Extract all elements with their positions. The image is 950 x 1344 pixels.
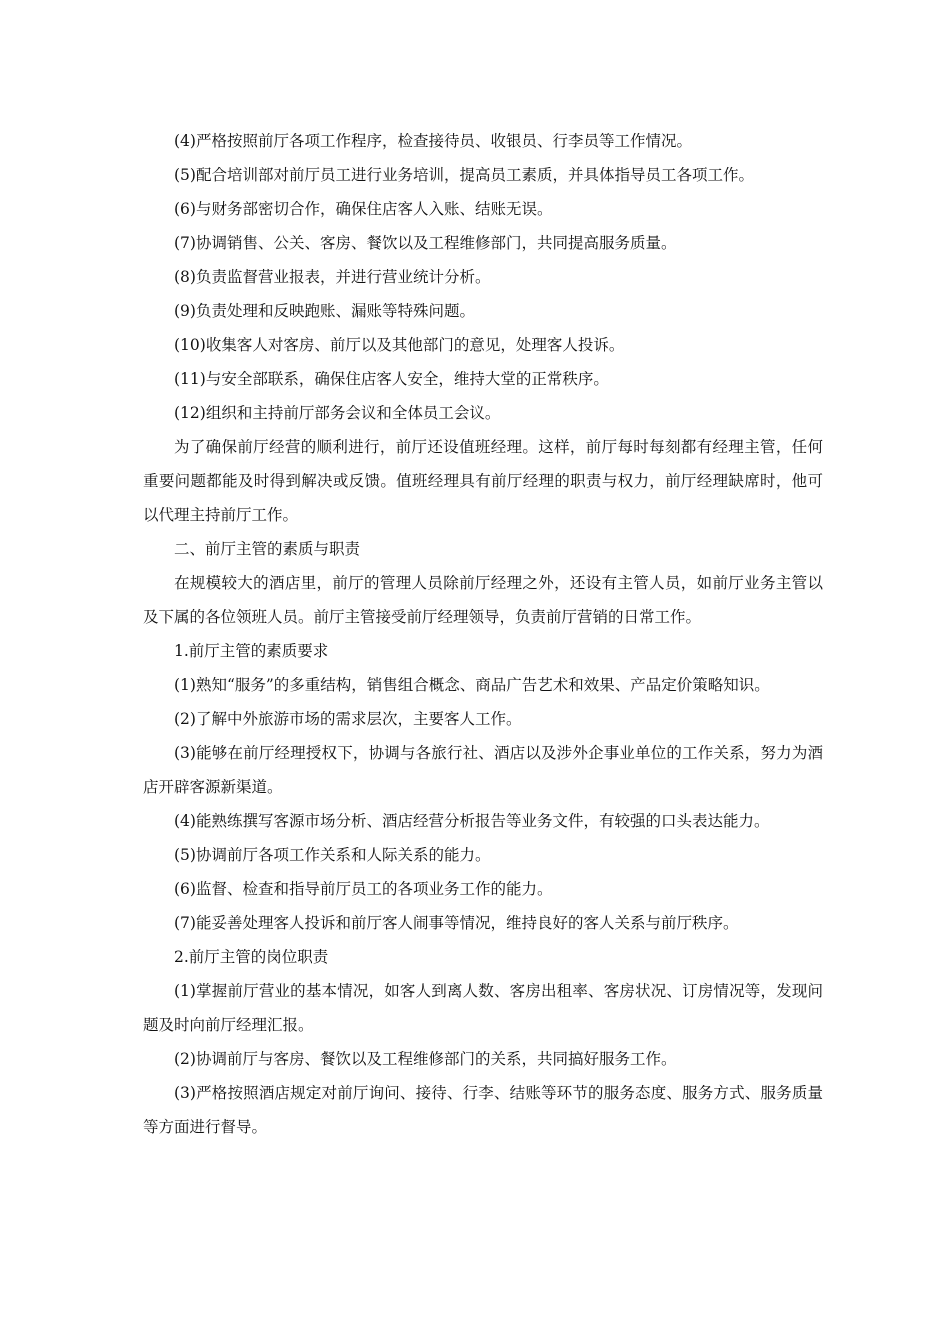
requirement-item-2: (2)了解中外旅游市场的需求层次，主要客人工作。: [174, 710, 522, 728]
paragraph-intro: 在规模较大的酒店里，前厅的管理人员除前厅经理之外，还设有主管人员，如前厅业务主管以及下属的各位领班人员。前厅主管接受前厅经理领导，负责前厅营销的日常工作。: [143, 574, 823, 626]
duty-item-1: (1)掌握前厅营业的基本情况，如客人到离人数、客房出租率、客房状况、订房情况等，发现问题及时向前厅经理汇报。: [143, 982, 823, 1034]
paragraph-item-11: (11)与安全部联系，确保住店客人安全，维持大堂的正常秩序。: [174, 370, 609, 388]
paragraph-item-9: (9)负责处理和反映跑账、漏账等特殊问题。: [174, 302, 475, 320]
subsection-heading-requirements: 1.前厅主管的素质要求: [174, 642, 329, 660]
paragraph-item-10: (10)收集客人对客房、前厅以及其他部门的意见，处理客人投诉。: [174, 336, 625, 354]
paragraph-duty-manager: 为了确保前厅经营的顺利进行，前厅还设值班经理。这样，前厅每时每刻都有经理主管，任何重要问题都能及时得到解决或反馈。值班经理具有前厅经理的职责与权力，前厅经理缺席时，他可以代理主持前厅工作。: [143, 438, 823, 524]
paragraph-item-4: (4)严格按照前厅各项工作程序，检查接待员、收银员、行李员等工作情况。: [174, 132, 692, 150]
duty-item-3: (3)严格按照酒店规定对前厅询问、接待、行李、结账等环节的服务态度、服务方式、服务质量等方面进行督导。: [143, 1084, 823, 1136]
paragraph-item-8: (8)负责监督营业报表，并进行营业统计分析。: [174, 268, 491, 286]
paragraph-item-6: (6)与财务部密切合作，确保住店客人入账、结账无误。: [174, 200, 553, 218]
paragraph-item-7: (7)协调销售、公关、客房、餐饮以及工程维修部门，共同提高服务质量。: [174, 234, 677, 252]
subsection-heading-duties: 2.前厅主管的岗位职责: [174, 948, 329, 966]
requirement-item-7: (7)能妥善处理客人投诉和前厅客人闹事等情况，维持良好的客人关系与前厅秩序。: [174, 914, 739, 932]
requirement-item-5: (5)协调前厅各项工作关系和人际关系的能力。: [174, 846, 491, 864]
paragraph-item-12: (12)组织和主持前厅部务会议和全体员工会议。: [174, 404, 501, 422]
requirement-item-3: (3)能够在前厅经理授权下，协调与各旅行社、酒店以及涉外企事业单位的工作关系，努力为酒店开辟客源新渠道。: [143, 744, 823, 796]
section-heading: 二、前厅主管的素质与职责: [174, 540, 361, 558]
duty-item-2: (2)协调前厅与客房、餐饮以及工程维修部门的关系，共同搞好服务工作。: [174, 1050, 677, 1068]
requirement-item-4: (4)能熟练撰写客源市场分析、酒店经营分析报告等业务文件，有较强的口头表达能力。: [174, 812, 770, 830]
requirement-item-6: (6)监督、检查和指导前厅员工的各项业务工作的能力。: [174, 880, 553, 898]
requirement-item-1: (1)熟知“服务”的多重结构，销售组合概念、商品广告艺术和效果、产品定价策略知识。: [174, 676, 770, 694]
document-body: [143, 124, 823, 1144]
paragraph-item-5: (5)配合培训部对前厅员工进行业务培训，提高员工素质，并具体指导员工各项工作。: [174, 166, 754, 184]
